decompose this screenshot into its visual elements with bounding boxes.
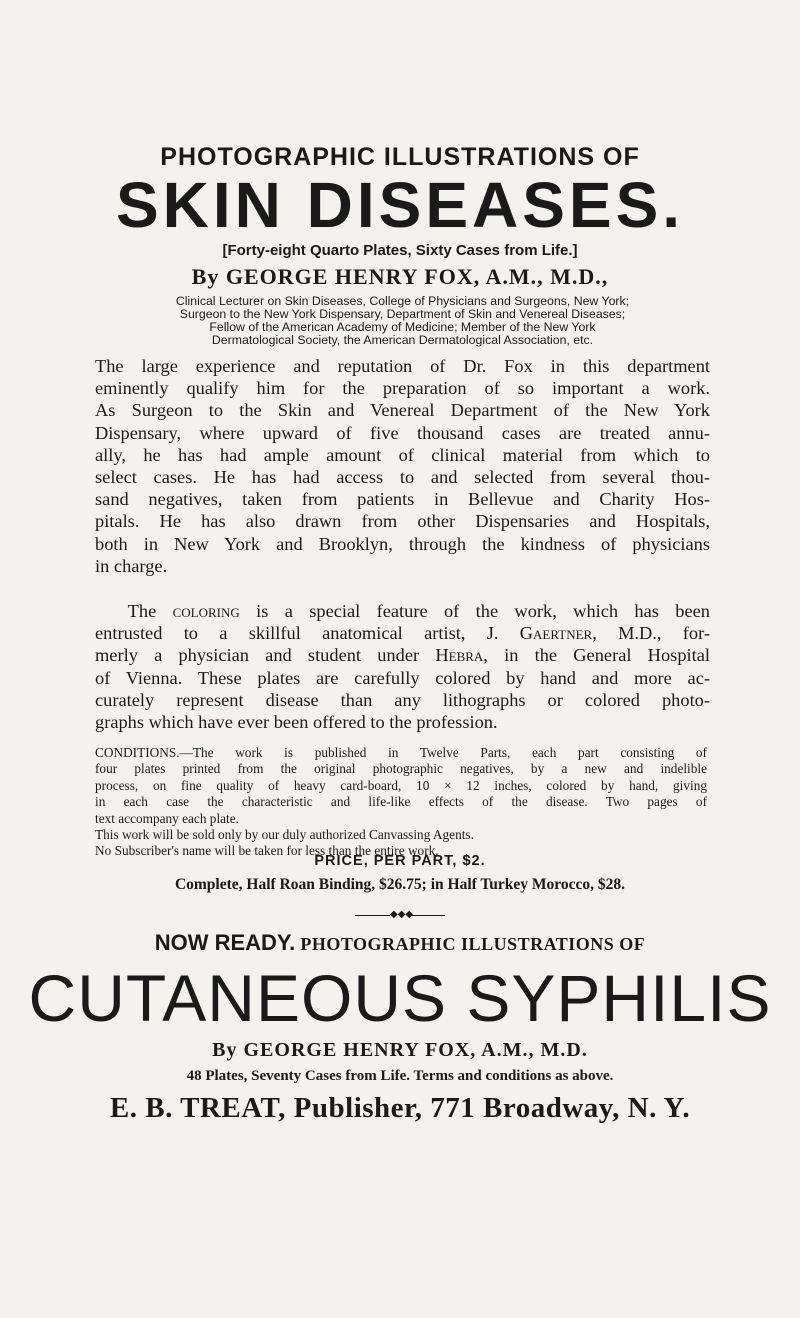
credential-line: Dermatological Society, the American Dermatological Association, etc.: [211, 333, 594, 347]
publisher-line: E. B. TREAT, Publisher, 771 Broadway, N. Y.: [109, 1092, 691, 1124]
paragraph-coloring: [95, 600, 710, 733]
text-line: eminently qualify him for the preparation of so important a work.: [95, 378, 710, 399]
header-author: By GEORGE HENRY FOX, A.M., M.D.,: [191, 264, 609, 289]
credential-line: Clinical Lecturer on Skin Diseases, College of Physicians and Surgeons, New York;: [175, 294, 630, 308]
text-line: text accompany each plate.: [95, 810, 239, 826]
text-line: CONDITIONS.—The work is published in Twelve Parts, each part consisting of: [95, 745, 707, 760]
text-line: graphs which have ever been offered to the profession.: [95, 712, 498, 733]
credential-line: Fellow of the American Academy of Medicine; Member of the New York: [209, 320, 596, 334]
text-line: Dispensary, where upward of five thousand cases are treated annu-: [95, 422, 710, 443]
price-line: PRICE, PER PART, $2.: [314, 853, 486, 869]
header-photographic-line: PHOTOGRAPHIC ILLUSTRATIONS OF: [160, 143, 640, 171]
text-line: curately represent disease than any lithographs or colored photo-: [95, 689, 710, 710]
credential-line: Surgeon to the New York Dispensary, Department of Skin and Venereal Diseases;: [179, 307, 626, 321]
now-ready-line: [0, 930, 800, 956]
second-work-title: CUTANEOUS SYPHILIS: [28, 961, 772, 1035]
conditions-block: [95, 745, 707, 860]
text-line: in each case the characteristic and life-like effects of the disease. Two pages of: [95, 794, 707, 810]
text-line: both in New York and Brooklyn, through the kindness of physicians: [95, 533, 710, 554]
bindings-price-line: Complete, Half Roan Binding, $26.75; in Half Turkey Morocco, $28.: [174, 876, 626, 893]
header-title: SKIN DISEASES.: [115, 169, 685, 241]
text-line: This work will be sold only by our duly authorized Canvassing Agents.: [95, 827, 474, 843]
text-line: ally, he has had ample amount of clinical material from which to: [95, 444, 710, 465]
text-line: As Surgeon to the Skin and Venereal Department of the New York: [95, 400, 710, 421]
text-line: in charge.: [95, 555, 168, 576]
paragraph-experience: [95, 355, 710, 577]
author-credentials: [100, 295, 705, 347]
text-line: select cases. He has had access to and selected from several thou-: [95, 467, 710, 488]
text-line: sand negatives, taken from patients in Bellevue and Charity Hos-: [95, 489, 710, 510]
text-line: The coloring is a special feature of the work, which has been: [127, 601, 710, 621]
text-line: of Vienna. These plates are carefully colored by hand and more ac-: [95, 667, 710, 688]
now-ready-title: PHOTOGRAPHIC ILLUSTRATIONS OF: [300, 934, 646, 954]
text-line: No Subscriber's name will be taken for less than the entire work.: [95, 843, 439, 859]
second-work-author: By GEORGE HENRY FOX, A.M., M.D.: [212, 1039, 588, 1061]
text-line: merly a physician and student under Hebra, in the General Hospital: [95, 645, 711, 666]
header-subtitle: [Forty-eight Quarto Plates, Sixty Cases from Life.]: [222, 242, 578, 259]
now-ready-label: NOW READY.: [154, 930, 296, 955]
text-line: entrusted to a skillful anatomical artist, J. Gaertner, M.D., for-: [95, 623, 710, 644]
text-line: process, on fine quality of heavy card-board, 10 × 12 inches, colored by hand, giving: [95, 777, 707, 793]
text-line: pitals. He has also drawn from other Dispensaries and Hospitals,: [95, 511, 710, 532]
divider-ornament-icon: ◆◆◆: [390, 909, 414, 920]
text-line: four plates printed from the original photographic negatives, by a new and indelible: [95, 761, 707, 777]
text-line: The large experience and reputation of Dr. Fox in this department: [95, 356, 710, 376]
second-work-plates: 48 Plates, Seventy Cases from Life. Terms and conditions as above.: [186, 1068, 614, 1084]
